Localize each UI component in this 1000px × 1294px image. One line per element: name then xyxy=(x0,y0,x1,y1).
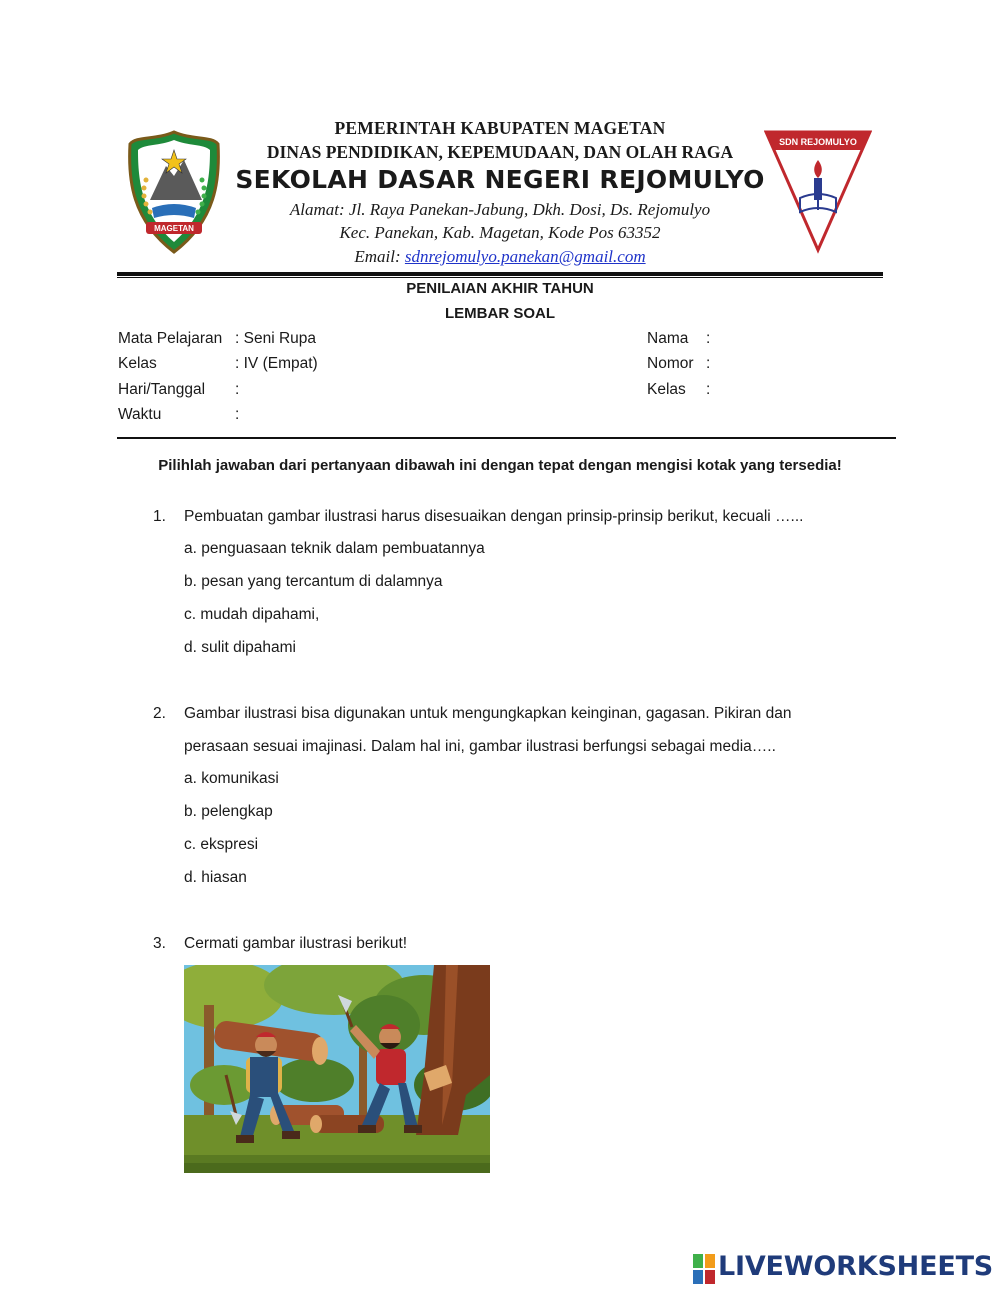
identity-label: Kelas xyxy=(118,355,157,372)
left-logo-caption: MAGETAN xyxy=(154,224,194,233)
letterhead-rule-thick xyxy=(117,272,883,276)
email-label: Email: xyxy=(354,247,405,266)
identity-label: Waktu xyxy=(118,406,162,423)
question-text: Gambar ilustrasi bisa digunakan untuk mengungkapkan keinginan, gagasan. Pikiran dan xyxy=(184,705,792,722)
school-address-line2: Kec. Panekan, Kab. Magetan, Kode Pos 63352 xyxy=(339,223,661,242)
answer-option[interactable]: b. pesan yang tercantum di dalamnya xyxy=(184,573,443,590)
identity-value: : IV (Empat) xyxy=(235,355,318,372)
school-name: SEKOLAH DASAR NEGERI REJOMULYO xyxy=(235,165,765,194)
answer-option[interactable]: d. hiasan xyxy=(184,869,247,886)
student-name-field[interactable]: : xyxy=(706,330,711,347)
student-name-label: Nama xyxy=(647,330,689,347)
liveworksheets-logo-icon xyxy=(693,1254,717,1284)
student-class-field[interactable]: : xyxy=(706,381,711,398)
student-class-label: Kelas xyxy=(647,381,686,398)
answer-option[interactable]: c. ekspresi xyxy=(184,836,259,853)
answer-option[interactable]: b. pelengkap xyxy=(184,803,273,820)
question-text: Cermati gambar ilustrasi berikut! xyxy=(184,935,408,952)
liveworksheets-watermark: LIVEWORKSHEETS xyxy=(718,1251,994,1282)
answer-option[interactable]: a. penguasaan teknik dalam pembuatannya xyxy=(184,540,485,557)
answer-option[interactable]: a. komunikasi xyxy=(184,770,279,787)
identity-label: Mata Pelajaran xyxy=(118,330,223,347)
exam-subtitle: LEMBAR SOAL xyxy=(445,305,555,322)
question-text: Pembuatan gambar ilustrasi harus disesuaikan dengan prinsip-prinsip berikut, kecuali …... xyxy=(184,508,804,525)
right-logo-caption: SDN REJOMULYO xyxy=(779,137,857,147)
school-address-line1: Alamat: Jl. Raya Panekan-Jabung, Dkh. Dosi, Ds. Rejomulyo xyxy=(289,200,711,219)
identity-value: : Seni Rupa xyxy=(235,330,316,347)
email-link[interactable]: sdnrejomulyo.panekan@gmail.com xyxy=(404,247,646,266)
identity-value: : xyxy=(235,381,240,398)
letterhead-department: DINAS PENDIDIKAN, KEPEMUDAAN, DAN OLAH RAGA xyxy=(266,142,734,162)
lumberjack-illustration xyxy=(184,965,490,1173)
question-number: 3. xyxy=(153,935,166,952)
instruction-text: Pilihlah jawaban dari pertanyaan dibawah ini dengan tepat dengan mengisi kotak yang tersedia! xyxy=(158,457,842,474)
question-number: 1. xyxy=(153,508,166,525)
exam-title: PENILAIAN AKHIR TAHUN xyxy=(406,280,594,297)
student-number-label: Nomor xyxy=(647,355,694,372)
question-number: 2. xyxy=(153,705,166,722)
student-number-field[interactable]: : xyxy=(706,355,711,372)
answer-option[interactable]: c. mudah dipahami, xyxy=(184,606,320,623)
letterhead-rule-thin xyxy=(117,277,883,278)
letterhead-government: PEMERINTAH KABUPATEN MAGETAN xyxy=(334,118,666,138)
identity-value: : xyxy=(235,406,240,423)
section-divider xyxy=(117,437,896,439)
question-text: perasaan sesuai imajinasi. Dalam hal ini, gambar ilustrasi berfungsi sebagai media….. xyxy=(184,738,776,755)
sdn-rejomulyo-logo xyxy=(764,130,872,254)
answer-option[interactable]: d. sulit dipahami xyxy=(184,639,297,656)
identity-label: Hari/Tanggal xyxy=(118,381,206,398)
